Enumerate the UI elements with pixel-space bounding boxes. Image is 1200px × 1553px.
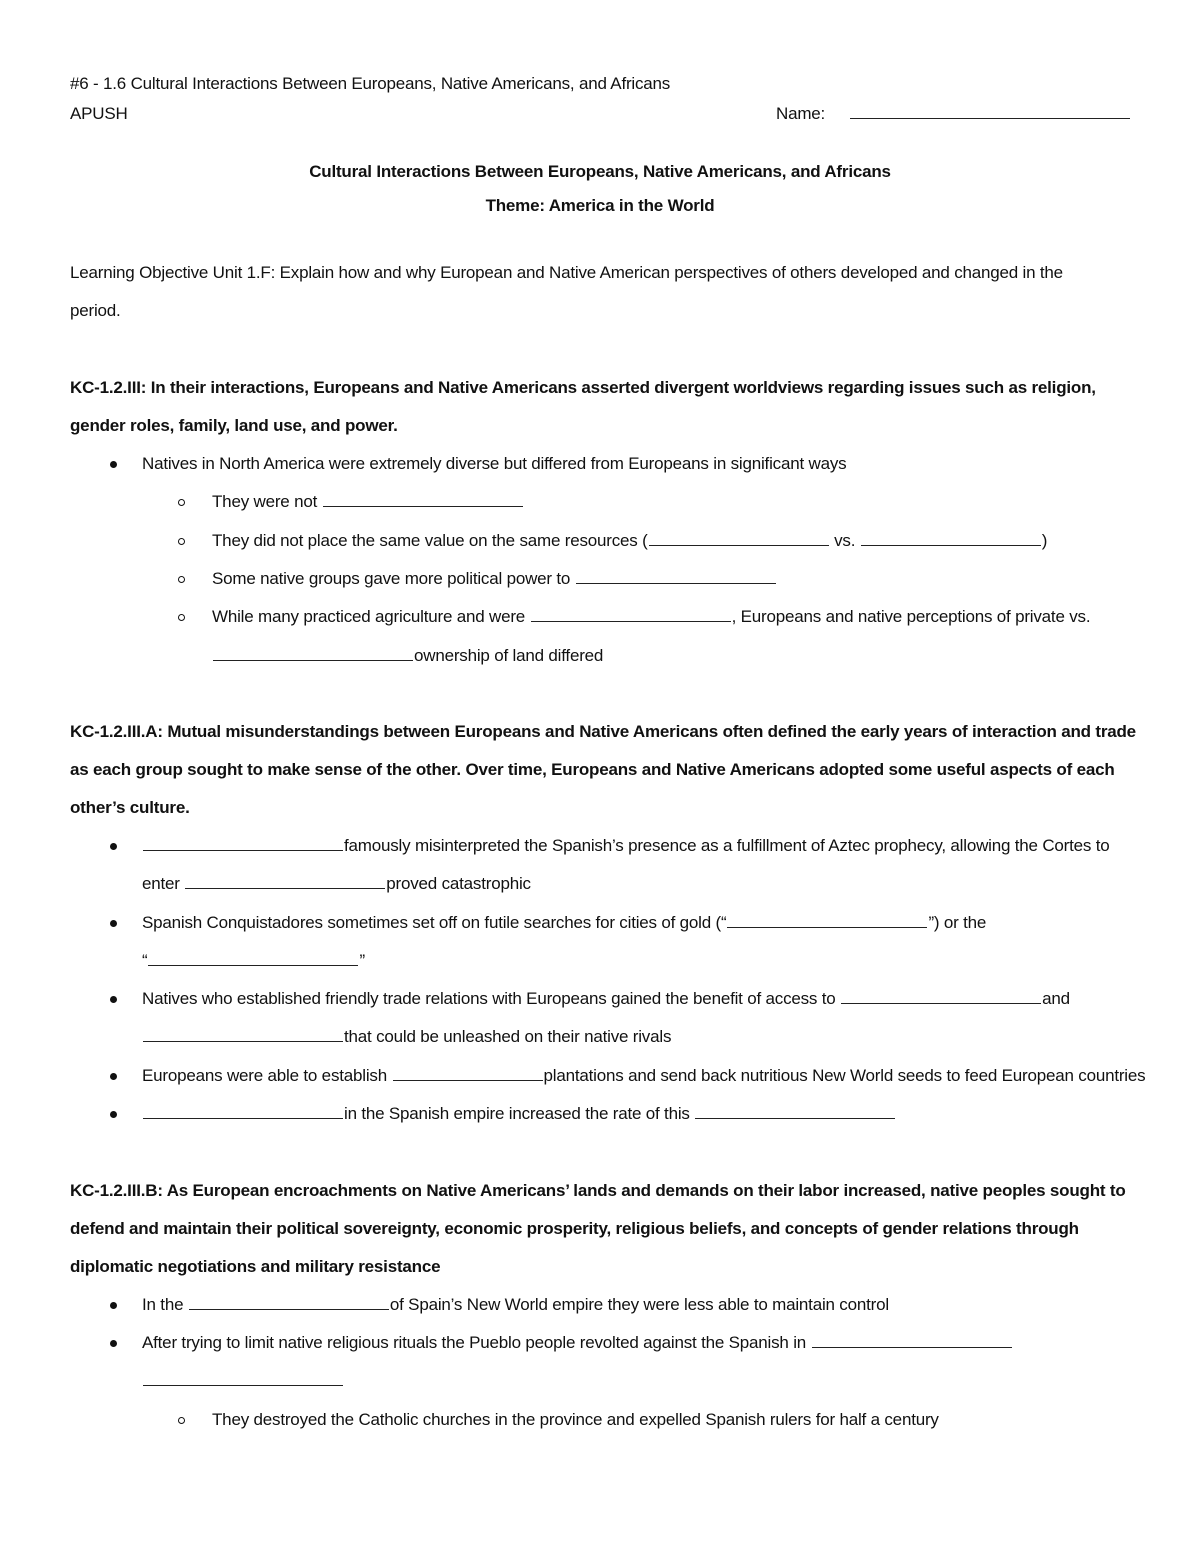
kc1-line-1: KC-1.2.III: In their interactions, Europeans and Native Americans asserted divergent worldviews regarding issues such as religion, [70, 378, 1096, 397]
kc3-bullet-2: After trying to limit native religious rituals the Pueblo people revolted against the Spanish in [142, 1331, 1130, 1355]
kc1-sub-3: Some native groups gave more political power to [212, 567, 1130, 591]
kc1-sub-1: They were not [212, 490, 1130, 514]
kc3-line-1: KC-1.2.III.B: As European encroachments on Native Americans’ lands and demands on their labor increased, native peoples sought to [70, 1181, 1126, 1200]
kc1-sub-4: While many practiced agriculture and were , Europeans and native perceptions of private vs. [212, 607, 1091, 626]
kc1-sub-4-cont: ownership of land differed [212, 644, 1130, 668]
circle-bullet-icon [178, 538, 185, 545]
kc2-bullet-5: in the Spanish empire increased the rate of this [142, 1102, 1130, 1126]
kc2-bullet-3: Natives who established friendly trade relations with Europeans gained the benefit of access to and [142, 989, 1070, 1008]
kc3-bullet-2-cont [142, 1369, 1130, 1393]
answer-blank[interactable] [323, 490, 523, 507]
kc1-bullet-1: Natives in North America were extremely diverse but differed from Europeans in significant ways [142, 454, 847, 473]
doc-header-title: #6 - 1.6 Cultural Interactions Between Europeans, Native Americans, and Africans [70, 74, 671, 93]
kc1-sub-2: They did not place the same value on the same resources ( vs. ) [212, 531, 1048, 550]
answer-blank[interactable] [576, 567, 776, 584]
kc2-bullet-1-cont: enter proved catastrophic [142, 874, 531, 893]
page-title: Cultural Interactions Between Europeans, Native Americans, and Africans [309, 162, 891, 181]
kc3-line-3: diplomatic negotiations and military resistance [70, 1257, 441, 1276]
answer-blank[interactable] [148, 949, 358, 966]
kc2-bullet-4: Europeans were able to establish plantations and send back nutritious New World seeds to feed European countries [142, 1066, 1146, 1085]
answer-blank[interactable] [143, 1025, 343, 1042]
kc2-line-3: other’s culture. [70, 798, 190, 817]
objective-line-1: Learning Objective Unit 1.F: Explain how and why European and Native American perspectives of others developed and changed in the [70, 263, 1063, 282]
course-label: APUSH [70, 104, 128, 123]
answer-blank[interactable] [531, 605, 731, 622]
kc2-bullet-1: famously misinterpreted the Spanish’s presence as a fulfillment of Aztec prophecy, allowing the Cortes to [142, 834, 1130, 858]
answer-blank[interactable] [695, 1102, 895, 1119]
name-field[interactable] [776, 102, 1131, 126]
bullet-icon [110, 1111, 117, 1118]
kc2-line-1: KC-1.2.III.A: Mutual misunderstandings between Europeans and Native Americans often defined the early years of interaction and trade [70, 722, 1136, 741]
theme-subtitle: Theme: America in the World [485, 196, 715, 215]
circle-bullet-icon [178, 576, 185, 583]
circle-bullet-icon [178, 614, 185, 621]
kc3-bullet-1: In the of Spain’s New World empire they were less able to maintain control [142, 1295, 889, 1314]
answer-blank[interactable] [213, 644, 413, 661]
answer-blank[interactable] [143, 1369, 343, 1386]
answer-blank[interactable] [143, 1102, 343, 1119]
answer-blank[interactable] [393, 1064, 543, 1081]
objective-line-2: period. [70, 301, 121, 320]
answer-blank[interactable] [861, 529, 1041, 546]
circle-bullet-icon [178, 499, 185, 506]
bullet-icon [110, 996, 117, 1003]
answer-blank[interactable] [812, 1331, 1012, 1348]
answer-blank[interactable] [841, 987, 1041, 1004]
bullet-icon [110, 920, 117, 927]
answer-blank[interactable] [143, 834, 343, 851]
name-label: Name: [776, 104, 826, 123]
kc3-sub-1: They destroyed the Catholic churches in the province and expelled Spanish rulers for half a century [212, 1410, 939, 1429]
circle-bullet-icon [178, 1417, 185, 1424]
kc2-bullet-2-cont: “ ” [142, 951, 365, 970]
bullet-icon [110, 1302, 117, 1309]
kc2-bullet-2: Spanish Conquistadores sometimes set off on futile searches for cities of gold (“ ”) or the [142, 913, 987, 932]
bullet-icon [110, 461, 117, 468]
name-blank[interactable] [850, 102, 1130, 119]
answer-blank[interactable] [185, 872, 385, 889]
answer-blank[interactable] [727, 911, 927, 928]
bullet-icon [110, 843, 117, 850]
answer-blank[interactable] [189, 1293, 389, 1310]
kc1-line-2: gender roles, family, land use, and power. [70, 416, 398, 435]
answer-blank[interactable] [649, 529, 829, 546]
kc3-line-2: defend and maintain their political sovereignty, economic prosperity, religious beliefs, and concepts of gender relations through [70, 1219, 1079, 1238]
kc2-line-2: as each group sought to make sense of the other. Over time, Europeans and Native Americans adopted some useful aspects of each [70, 760, 1115, 779]
bullet-icon [110, 1340, 117, 1347]
kc2-bullet-3-cont: that could be unleashed on their native rivals [142, 1025, 1130, 1049]
bullet-icon [110, 1073, 117, 1080]
